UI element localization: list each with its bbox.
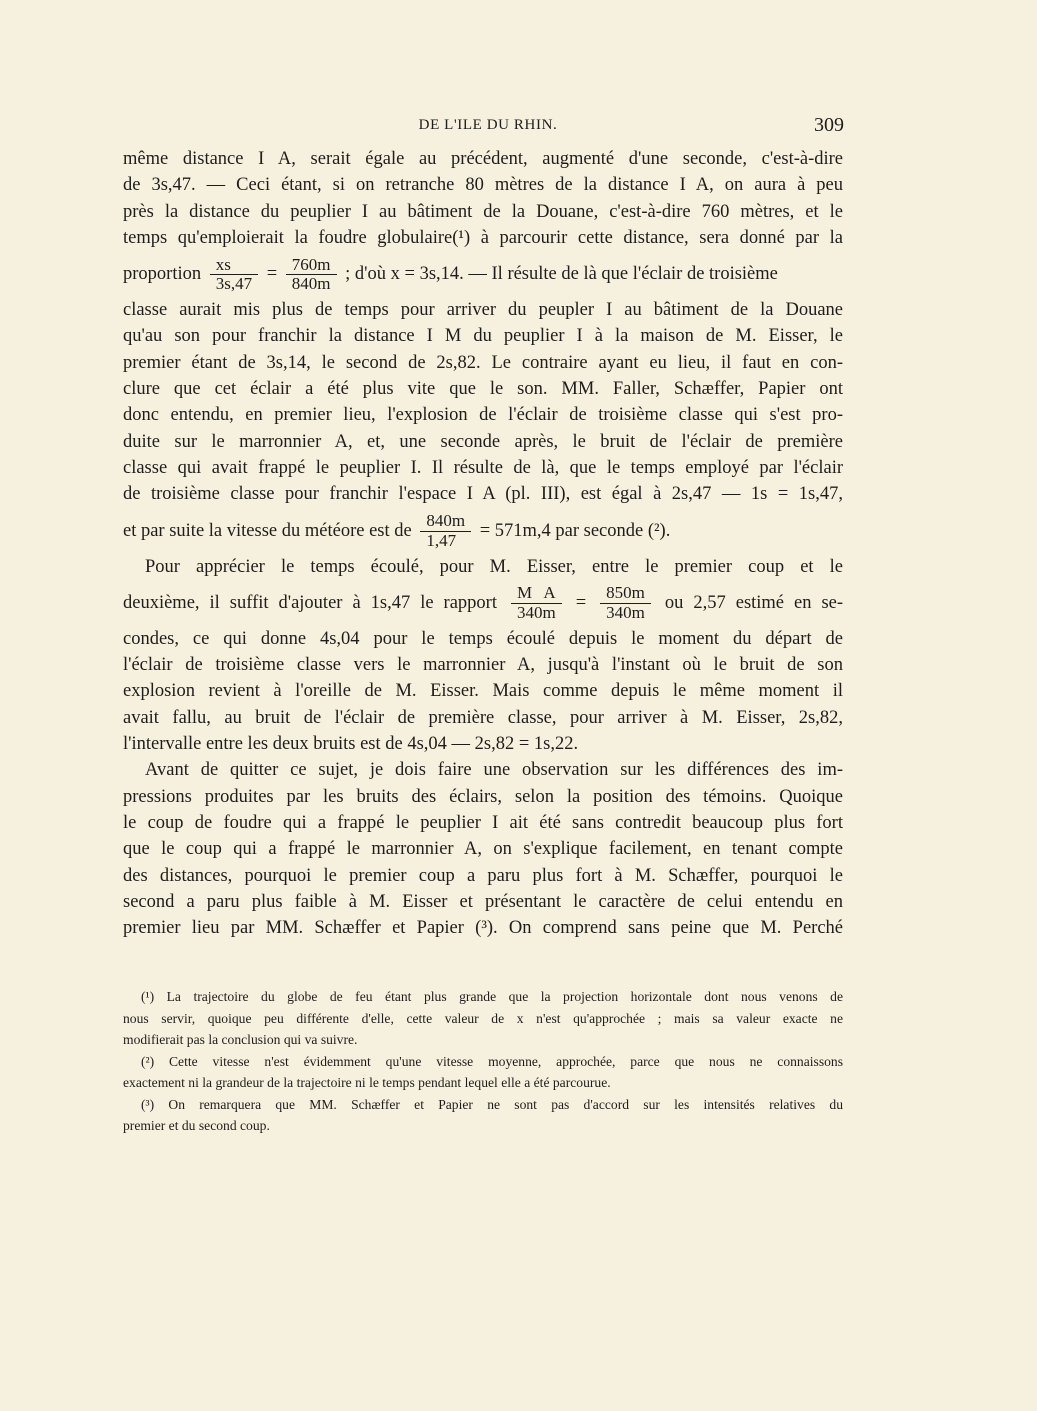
fraction-denominator: 1,47 — [426, 530, 457, 550]
text-segment: = 571m,4 par seconde (²). — [479, 520, 671, 541]
footnote-line: exactement ni la grandeur de la trajectoire ni le temps pendant lequel elle a été parcourue. — [123, 1075, 611, 1090]
text-line: classe aurait mis plus de temps pour arriver du peupler I au bâtiment de la Douane — [123, 300, 843, 321]
equation-line — [123, 251, 843, 297]
fraction — [600, 584, 651, 622]
fraction-denominator: 340m — [606, 603, 645, 623]
text-line: clure que cet éclair a été plus vite que le son. MM. Faller, Schæffer, Papier ont — [123, 379, 843, 400]
text-line: qu'au son pour franchir la distance I M du peuplier I à la maison de M. Eisser, le — [123, 326, 843, 347]
footnotes — [123, 986, 843, 1137]
fraction-numerator: 760m — [286, 256, 337, 276]
text-line: l'intervalle entre les deux bruits est de 4s,04 — 2s,82 = 1s,22. — [123, 734, 579, 755]
text-line: avait fallu, au bruit de l'éclair de première classe, pour arriver à M. Eisser, 2s,82, — [123, 707, 843, 728]
footnote-line: (¹) La trajectoire du globe de feu étant plus grande que la projection horizontale dont nous venons de — [141, 989, 843, 1004]
body-text — [123, 146, 843, 941]
fraction-denominator: 340m — [516, 603, 556, 623]
text-segment: et par suite la vitesse du météore est de — [123, 520, 412, 541]
fraction-denominator: 3s,47 — [215, 274, 253, 294]
fraction — [286, 256, 337, 294]
fraction — [210, 256, 258, 294]
equals-sign: = — [575, 592, 587, 613]
text-line: de troisième classe pour franchir l'espace I A (pl. III), est égal à 2s,47 — 1s = 1s,47, — [123, 484, 843, 505]
text-line: de 3s,47. — Ceci étant, si on retranche 80 mètres de la distance I A, on aura à peu — [123, 175, 843, 196]
fraction — [420, 512, 471, 550]
text-line: donc entendu, en premier lieu, l'explosion de l'éclair de troisième classe qui s'est pro- — [123, 405, 843, 426]
footnote-line: modifierait pas la conclusion qui va suivre. — [123, 1032, 358, 1047]
text-segment: ou 2,57 estimé en se- — [664, 592, 844, 613]
text-segment: deuxième, il suffit d'ajouter à 1s,47 le rapport — [123, 592, 497, 613]
fraction-denominator: 840m — [291, 274, 331, 294]
text-line: premier étant de 3s,14, le second de 2s,82. Le contraire ayant eu lieu, il faut en con- — [123, 352, 843, 373]
text-line: près la distance du peuplier I au bâtiment de la Douane, c'est-à-dire 760 mètres, et le — [123, 201, 843, 222]
text-line: second a paru plus faible à M. Eisser et présentant le caractère de celui entendu en — [123, 891, 843, 912]
text-line: des distances, pourquoi le premier coup a paru plus fort à M. Schæffer, pourquoi le — [123, 865, 843, 886]
equals-sign: = — [266, 264, 278, 285]
text-line: l'éclair de troisième classe vers le marronnier A, jusqu'à l'instant où le bruit de son — [123, 655, 843, 676]
text-segment: proportion — [123, 264, 202, 285]
text-line: le coup de foudre qui a frappé le peuplier I ait été sans contredit beaucoup plus fort — [123, 812, 843, 833]
fraction-numerator: 840m — [420, 512, 471, 532]
footnote-line: (²) Cette vitesse n'est évidemment qu'une vitesse moyenne, approchée, parce que nous ne connaissons — [141, 1053, 843, 1069]
text-line: explosion revient à l'oreille de M. Eisser. Mais comme depuis le même moment il — [123, 681, 843, 702]
text-line: même distance I A, serait égale au précédent, augmenté d'une seconde, c'est-à-dire — [123, 149, 843, 169]
footnote-line: (³) On remarquera que MM. Schæffer et Papier ne sont pas d'accord sur les intensités relatives du — [141, 1096, 843, 1112]
page-number: 309 — [814, 114, 844, 136]
text-line: que le coup qui a frappé le marronnier A, on s'explique facilement, en tenant compte — [123, 839, 843, 860]
running-title: DE L'ILE DU RHIN. — [418, 117, 558, 133]
fraction — [511, 584, 562, 622]
equation-line — [123, 508, 843, 554]
fraction-numerator: M A — [511, 584, 562, 604]
running-head — [122, 114, 844, 142]
text-segment: ; d'où x = 3s,14. — Il résulte de là que l'éclair de troisième — [345, 264, 778, 285]
text-line: Avant de quitter ce sujet, je dois faire une observation sur les différences des im- — [145, 760, 843, 781]
text-line: premier lieu par MM. Schæffer et Papier (³). On comprend sans peine que M. Perché — [123, 918, 843, 939]
text-line: temps qu'emploierait la foudre globulaire(¹) à parcourir cette distance, sera donné par la — [123, 227, 843, 248]
footnote-line: nous servir, quoique peu différente d'elle, cette valeur de x n'est qu'approchée ; mais sa valeur exacte ne — [123, 1010, 843, 1026]
footnote-line: premier et du second coup. — [123, 1118, 270, 1133]
fraction-numerator: 850m — [600, 584, 651, 604]
text-line: condes, ce qui donne 4s,04 pour le temps écoulé depuis le moment du départ de — [123, 628, 843, 649]
text-line: Pour apprécier le temps écoulé, pour M. Eisser, entre le premier coup et le — [145, 556, 843, 577]
text-line: duite sur le marronnier A, et, une seconde après, le bruit de l'éclair de première — [123, 431, 843, 452]
text-line: classe qui avait frappé le peuplier I. Il résulte de là, que le temps employé par l'éclair — [123, 457, 843, 478]
equation-line — [123, 580, 843, 626]
fraction-numerator: xs — [210, 256, 258, 276]
text-line: pressions produites par les bruits des éclairs, selon la position des témoins. Quoique — [123, 786, 843, 807]
